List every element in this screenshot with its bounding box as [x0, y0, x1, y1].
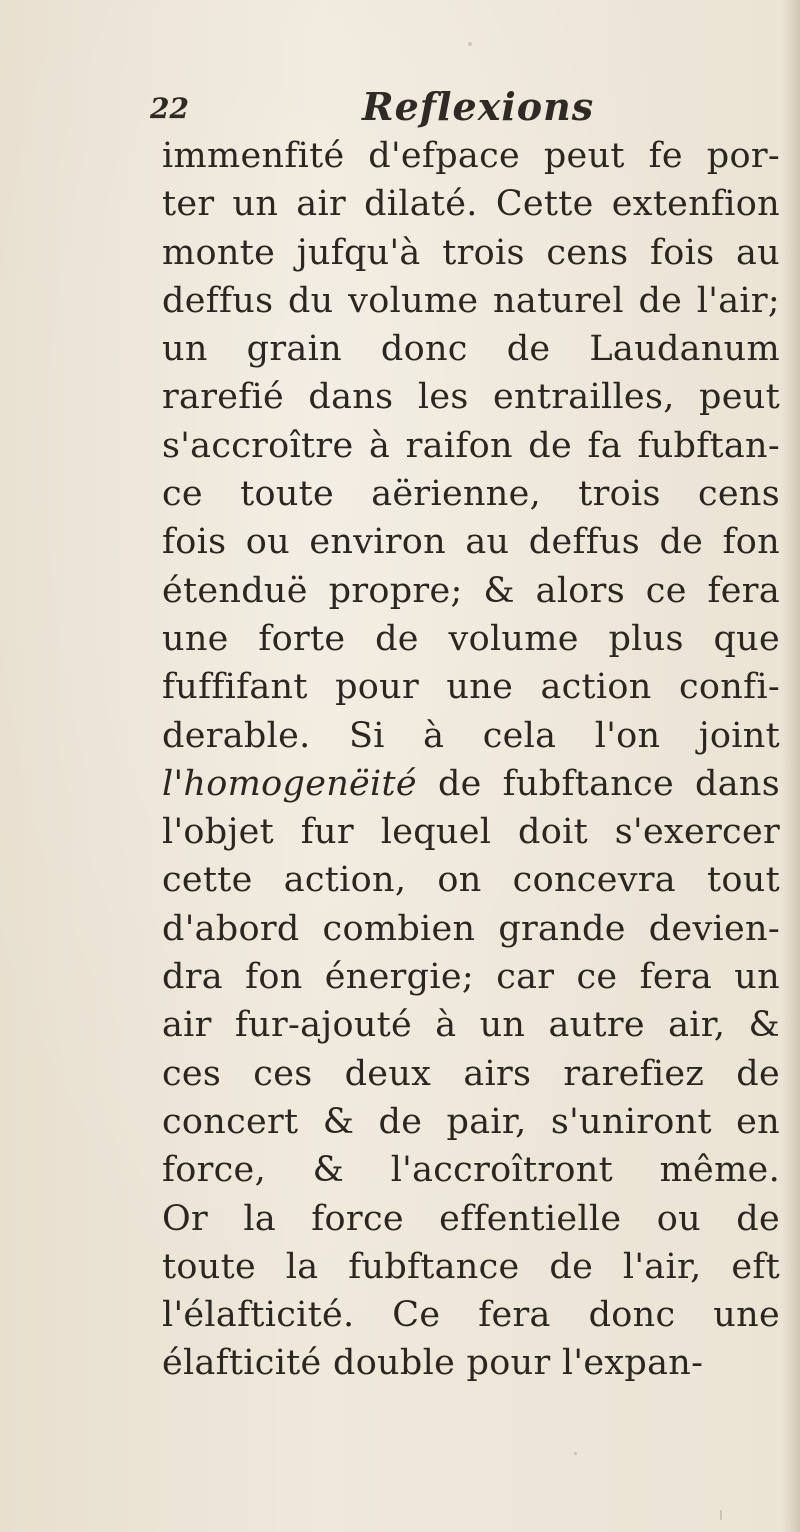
- text-line: élafticité double pour l'expan-: [162, 1343, 704, 1384]
- text-line: d'abord combien grande devien-: [162, 908, 780, 949]
- running-head: Reflexions: [362, 84, 595, 129]
- text-line: force, & l'accroîtront même.: [162, 1150, 780, 1191]
- text-line: monte jufqu'à trois cens fois au: [162, 232, 780, 273]
- text-line: concert & de pair, s'uniront en: [162, 1101, 780, 1142]
- text-line: l'objet fur lequel doit s'exercer: [162, 812, 780, 853]
- text-line: ce toute aërienne, trois cens: [162, 474, 780, 515]
- text-line: toute la fubftance de l'air, eft: [162, 1246, 780, 1287]
- italic-term: l'homogenëité: [162, 763, 417, 804]
- text-fragment: de fubftance dans: [416, 763, 780, 804]
- text-line: un grain donc de Laudanum: [162, 329, 780, 370]
- text-line: s'accroître à raifon de fa fubftan-: [162, 425, 780, 466]
- body-text: [162, 132, 780, 1388]
- page-number: 22: [150, 92, 189, 125]
- text-line: cette action, on concevra tout: [162, 860, 780, 901]
- text-line: étenduë propre; & alors ce fera: [162, 570, 780, 611]
- text-line-with-italic: [162, 760, 780, 808]
- text-line: une forte de volume plus que: [162, 618, 780, 659]
- text-line: derable. Si à cela l'on joint: [162, 715, 780, 756]
- text-line: deffus du volume naturel de l'air;: [162, 280, 780, 321]
- text-line: ces ces deux airs rarefiez de: [162, 1053, 780, 1094]
- page-header: [150, 84, 710, 132]
- text-line: dra fon énergie; car ce fera un: [162, 957, 780, 998]
- page-edge-shadow: [782, 0, 800, 1532]
- text-line: ter un air dilaté. Cette extenfion: [162, 184, 780, 225]
- text-line: Or la force effentielle ou de: [162, 1198, 780, 1239]
- text-line: fois ou environ au deffus de fon: [162, 522, 780, 563]
- paper-spot: [468, 42, 472, 46]
- text-line: l'élafticité. Ce fera donc une: [162, 1295, 780, 1336]
- text-line: immenfité d'efpace peut fe por-: [162, 136, 780, 176]
- paper-spot: [720, 1510, 722, 1520]
- text-line: air fur-ajouté à un autre air, &: [162, 1005, 780, 1046]
- text-line: rarefié dans les entrailles, peut: [162, 377, 780, 418]
- paper-spot: [574, 1452, 577, 1455]
- text-line: fuffifant pour une action confi-: [162, 667, 780, 708]
